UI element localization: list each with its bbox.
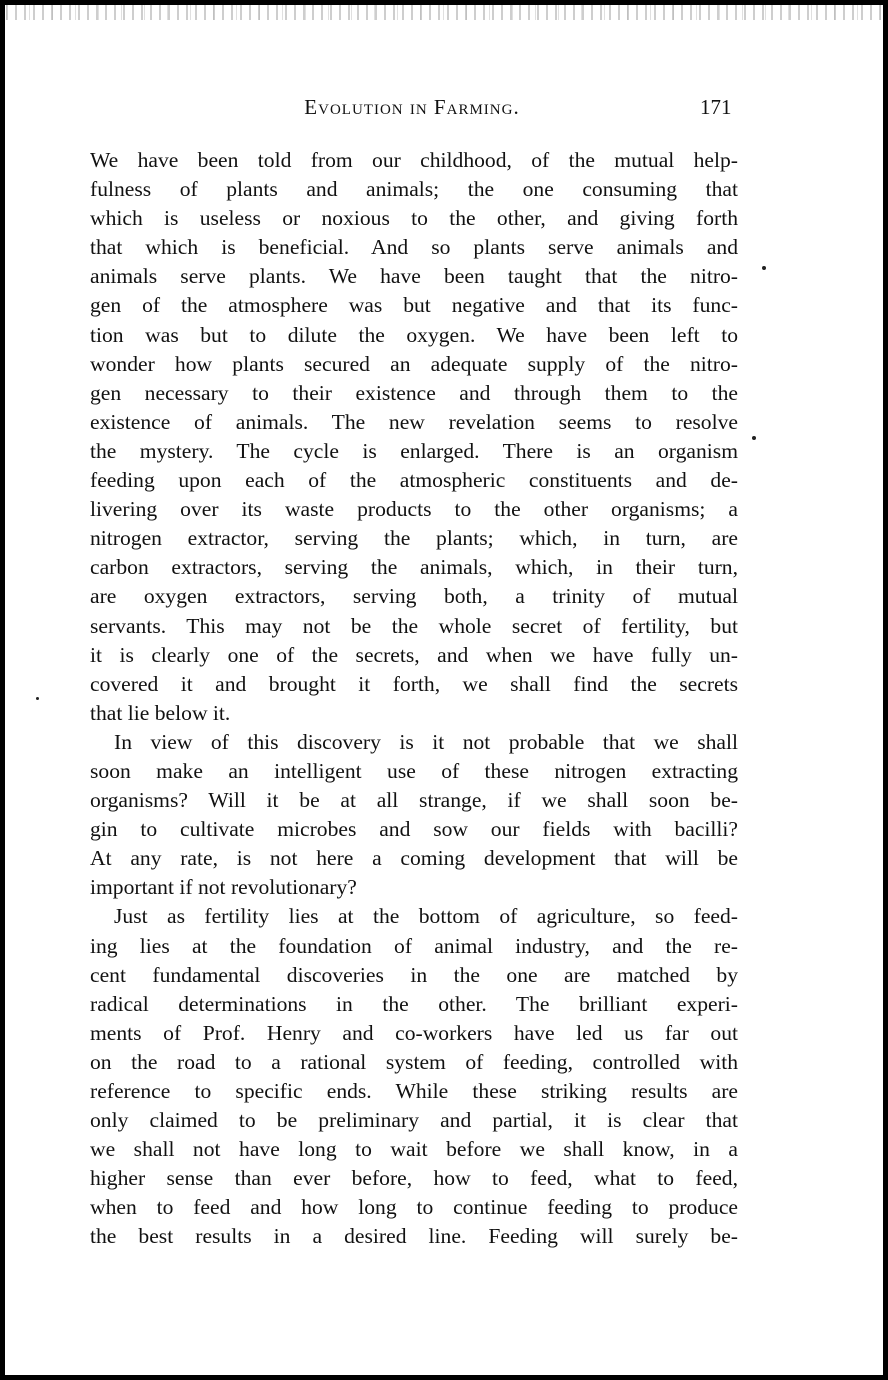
text-line: the best results in a desired line. Feeding will surely be-	[90, 1224, 738, 1249]
text-line: animals serve plants. We have been taught that the nitro-	[90, 264, 738, 289]
text-line: ing lies at the foundation of animal industry, and the re-	[90, 933, 738, 958]
text-line: ments of Prof. Henry and co-workers have led us far out	[90, 1020, 738, 1045]
text-line: gin to cultivate microbes and sow our fields with bacilli?	[90, 817, 738, 842]
text-line: reference to specific ends. While these striking results are	[90, 1079, 738, 1103]
text-line: We have been told from our childhood, of the mutual help-	[90, 148, 738, 172]
page-number: 171	[700, 95, 732, 119]
text-line: servants. This may not be the whole secret of fertility, but	[90, 613, 738, 638]
scan-speck	[36, 697, 39, 700]
text-line: fulness of plants and animals; the one consuming that	[90, 177, 738, 202]
paragraph	[90, 902, 738, 1251]
text-line: that lie below it.	[90, 700, 231, 725]
text-line: feeding upon each of the atmospheric constituents and de-	[90, 468, 738, 493]
text-line: radical determinations in the other. The brilliant experi-	[90, 991, 738, 1016]
text-line: we shall not have long to wait before we shall know, in a	[90, 1137, 738, 1162]
scan-speck	[762, 266, 766, 270]
text-line: soon make an intelligent use of these nitrogen extracting	[90, 758, 738, 783]
text-line: gen necessary to their existence and through them to the	[90, 380, 738, 405]
text-line: that which is beneficial. And so plants serve animals and	[90, 235, 738, 260]
text-line: it is clearly one of the secrets, and when we have fully un-	[90, 642, 738, 667]
running-head	[86, 95, 738, 121]
text-line: covered it and brought it forth, we shall find the secrets	[90, 671, 738, 696]
text-line: are oxygen extractors, serving both, a trinity of mutual	[90, 584, 738, 609]
text-line: At any rate, is not here a coming development that will be	[90, 846, 738, 871]
paragraph	[90, 146, 738, 728]
scan-noise-top	[6, 4, 882, 20]
text-line: when to feed and how long to continue feeding to produce	[90, 1195, 738, 1220]
running-title: Evolution in Farming.	[304, 95, 520, 119]
text-line: existence of animals. The new revelation seems to resolve	[90, 409, 738, 434]
text-line: on the road to a rational system of feeding, controlled with	[90, 1049, 738, 1074]
text-line: livering over its waste products to the other organisms; a	[90, 497, 738, 522]
text-line: Just as fertility lies at the bottom of agriculture, so feed-	[114, 904, 738, 929]
text-line: higher sense than ever before, how to feed, what to feed,	[90, 1166, 738, 1191]
text-line: nitrogen extractor, serving the plants; which, in turn, are	[90, 526, 738, 551]
text-line: carbon extractors, serving the animals, which, in their turn,	[90, 555, 738, 580]
text-line: In view of this discovery is it not probable that we shall	[114, 729, 738, 754]
text-line: the mystery. The cycle is enlarged. There is an organism	[90, 438, 738, 463]
text-line: gen of the atmosphere was but negative and that its func-	[90, 293, 738, 318]
body-text	[90, 146, 738, 1252]
text-line: organisms? Will it be at all strange, if we shall soon be-	[90, 788, 738, 813]
paragraph	[90, 728, 738, 903]
scan-speck	[752, 436, 756, 440]
text-line: which is useless or noxious to the other, and giving forth	[90, 206, 738, 231]
text-line: cent fundamental discoveries in the one are matched by	[90, 962, 738, 987]
text-line: only claimed to be preliminary and partial, it is clear that	[90, 1108, 738, 1133]
text-line: important if not revolutionary?	[90, 875, 357, 900]
text-line: tion was but to dilute the oxygen. We have been left to	[90, 322, 738, 347]
text-line: wonder how plants secured an adequate supply of the nitro-	[90, 351, 738, 376]
